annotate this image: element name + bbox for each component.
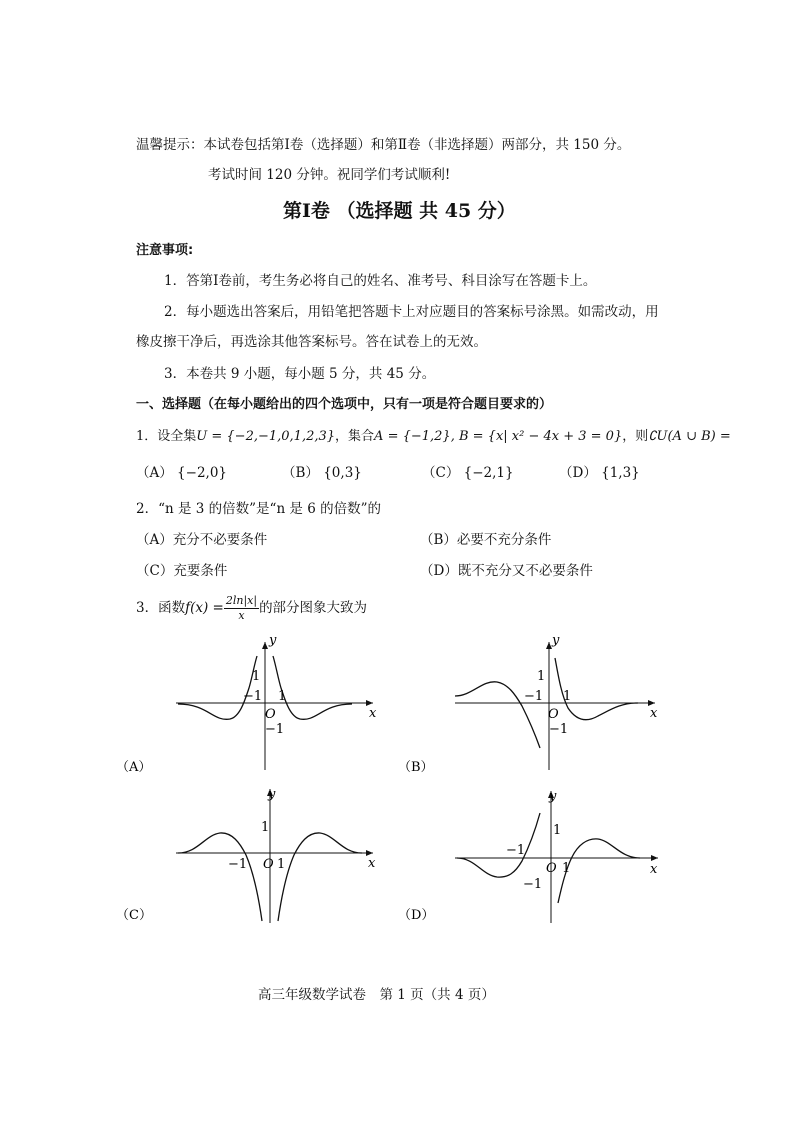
option-label: （D） bbox=[559, 465, 597, 481]
notice-text-2: 考试时间 120 分钟。祝同学们考试顺利! bbox=[208, 167, 451, 183]
q2-option-d[interactable] bbox=[420, 559, 593, 579]
question-2-stem: 2．“n 是 3 的倍数”是“n 是 6 的倍数”的 bbox=[136, 501, 382, 517]
notice-line-1 bbox=[136, 133, 630, 153]
tick-y-minus-1: −1 bbox=[265, 722, 285, 737]
graph-d bbox=[398, 783, 680, 933]
option-value: {−2,0} bbox=[177, 465, 228, 481]
curve-left bbox=[457, 813, 540, 877]
q3-func-numerator: 2ln|x| bbox=[225, 594, 258, 607]
tick-minus-1: −1 bbox=[524, 689, 544, 704]
option-value: 必要不充分条件 bbox=[456, 532, 552, 548]
q1-set-u: U = {−2,−1,0,1,2,3} bbox=[196, 429, 336, 444]
x-axis-label: x bbox=[650, 706, 658, 721]
question-1-stem bbox=[136, 425, 731, 444]
option-value: {0,3} bbox=[323, 465, 362, 481]
option-value: {−2,1} bbox=[463, 465, 514, 481]
tick-1: 1 bbox=[277, 857, 286, 872]
x-axis-label: x bbox=[369, 706, 377, 721]
q1-option-d[interactable] bbox=[559, 461, 640, 481]
q3-suffix: 的部分图象大致为 bbox=[259, 600, 368, 616]
instruction-item-1: 1．答第Ⅰ卷前，考生务必将自己的姓名、准考号、科目涂写在答题卡上。 bbox=[164, 273, 597, 289]
tick-1: 1 bbox=[278, 689, 287, 704]
origin-label: O bbox=[546, 861, 557, 876]
option-label: （C） bbox=[136, 563, 174, 579]
q3-func-denominator: x bbox=[238, 609, 245, 622]
tick-1: 1 bbox=[563, 689, 572, 704]
graph-label: （D） bbox=[398, 908, 435, 923]
option-label: （B） bbox=[420, 532, 457, 548]
curve-left bbox=[178, 656, 257, 719]
q1-option-a[interactable] bbox=[136, 461, 227, 481]
section-title: 第Ⅰ卷 （选择题 共 45 分） bbox=[283, 200, 516, 222]
q1-text-3: ，则 bbox=[622, 429, 649, 444]
tick-y-1: 1 bbox=[261, 820, 270, 835]
tick-y-minus-1: −1 bbox=[549, 722, 569, 737]
q1-set-ab: A = {−1,2}, B = {x| x² − 4x + 3 = 0} bbox=[374, 429, 623, 444]
notice-label: 温馨提示： bbox=[136, 137, 204, 153]
q1-option-b[interactable] bbox=[282, 461, 362, 481]
graph-c bbox=[116, 783, 398, 933]
x-axis-arrow bbox=[651, 855, 658, 861]
y-axis-label: y bbox=[268, 787, 276, 802]
part-heading: 一、选择题（在每小题给出的四个选项中，只有一项是符合题目要求的） bbox=[136, 397, 553, 412]
option-label: （B） bbox=[282, 465, 319, 481]
graph-label: （A） bbox=[116, 760, 152, 775]
instruction-item-2: 2．每小题选出答案后，用铅笔把答题卡上对应题目的答案标号涂黑。如需改动，用 bbox=[164, 304, 659, 320]
origin-label: O bbox=[265, 707, 276, 722]
page-footer: 高三年级数学试卷 第 1 页（共 4 页） bbox=[258, 987, 495, 1003]
option-value: 充要条件 bbox=[173, 563, 228, 579]
q2-option-c[interactable] bbox=[136, 559, 227, 579]
option-label: （A） bbox=[136, 465, 173, 481]
tick-minus-1: −1 bbox=[506, 843, 526, 858]
graph-label: （C） bbox=[116, 908, 152, 923]
curve-left bbox=[178, 833, 262, 921]
q1-text-2: ，集合 bbox=[335, 429, 375, 444]
q2-option-a[interactable] bbox=[136, 528, 267, 548]
q1-option-c[interactable] bbox=[422, 461, 514, 481]
option-label: （A） bbox=[136, 532, 173, 548]
curve-right bbox=[273, 656, 352, 719]
option-value: {1,3} bbox=[601, 465, 640, 481]
tick-y-1: 1 bbox=[553, 823, 562, 838]
graph-label: （B） bbox=[398, 760, 434, 775]
x-axis-label: x bbox=[368, 856, 376, 871]
q2-option-b[interactable] bbox=[420, 528, 551, 548]
tick-minus-1: −1 bbox=[228, 857, 248, 872]
curve-right bbox=[558, 839, 640, 903]
origin-label: O bbox=[263, 857, 274, 872]
q1-text-1: 设全集 bbox=[157, 429, 197, 444]
q3-prefix: 3．函数 bbox=[136, 600, 186, 616]
instruction-item-2-cont: 橡皮擦干净后，再选涂其他答案标号。答在试卷上的无效。 bbox=[136, 334, 487, 350]
option-value: 充分不必要条件 bbox=[172, 532, 268, 548]
notice-text-1: 本试卷包括第Ⅰ卷（选择题）和第Ⅱ卷（非选择题）两部分，共 150 分。 bbox=[203, 137, 631, 153]
tick-y-1: 1 bbox=[252, 669, 261, 684]
option-label: （C） bbox=[422, 465, 460, 481]
instruction-item-3: 3．本卷共 9 小题，每小题 5 分，共 45 分。 bbox=[164, 366, 436, 382]
q3-fraction bbox=[224, 594, 259, 623]
q1-number: 1． bbox=[136, 429, 158, 444]
tick-minus-1: −1 bbox=[243, 689, 263, 704]
curve-right bbox=[278, 833, 362, 921]
question-3-stem bbox=[136, 591, 367, 625]
tick-y-1: 1 bbox=[537, 669, 546, 684]
graph-b bbox=[398, 630, 680, 780]
y-axis-label: y bbox=[269, 633, 277, 648]
graph-a bbox=[116, 630, 398, 780]
y-axis-arrow bbox=[262, 642, 268, 649]
option-value: 既不充分又不必要条件 bbox=[457, 563, 593, 579]
tick-y-minus-1: −1 bbox=[523, 877, 543, 892]
q1-expr: ∁U(A ∪ B) = bbox=[648, 429, 731, 444]
y-axis-label: y bbox=[549, 789, 557, 804]
x-axis-label: x bbox=[650, 862, 658, 877]
tick-1: 1 bbox=[562, 861, 571, 876]
instructions-heading: 注意事项: bbox=[136, 243, 194, 258]
q3-func-lhs: f(x) = bbox=[185, 600, 224, 616]
option-label: （D） bbox=[420, 563, 458, 579]
origin-label: O bbox=[548, 707, 559, 722]
y-axis-label: y bbox=[552, 633, 560, 648]
